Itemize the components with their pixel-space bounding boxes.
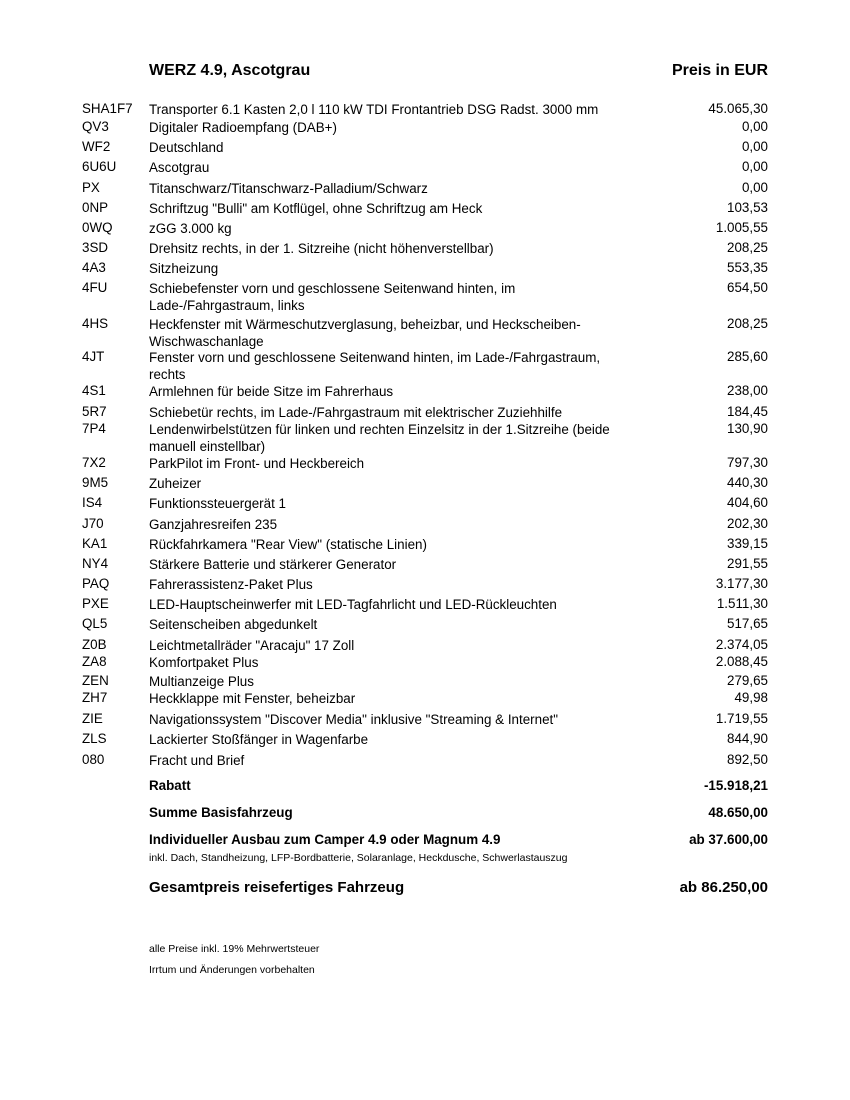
item-code: J70	[82, 516, 104, 531]
item-price: 654,50	[727, 280, 768, 295]
item-description: Deutschland	[149, 140, 224, 155]
item-price: 49,98	[734, 690, 768, 705]
item-price: 2.088,45	[715, 654, 768, 669]
item-description: Drehsitz rechts, in der 1. Sitzreihe (nicht höhenverstellbar)	[149, 241, 494, 256]
item-code: PX	[82, 180, 100, 195]
item-price: 238,00	[727, 383, 768, 398]
grand-total-value: ab 86.250,00	[679, 879, 768, 896]
item-code: ZIE	[82, 711, 103, 726]
item-price: 892,50	[727, 752, 768, 767]
item-price: 553,35	[727, 260, 768, 275]
item-code: 9M5	[82, 475, 109, 490]
item-code: Z0B	[82, 637, 107, 652]
item-price: 0,00	[741, 159, 768, 174]
item-code: KA1	[82, 536, 108, 551]
item-code: QL5	[82, 616, 108, 631]
item-description: Fahrerassistenz-Paket Plus	[149, 577, 313, 592]
item-description: Ganzjahresreifen 235	[149, 517, 278, 532]
item-price: 202,30	[727, 516, 768, 531]
item-price: 208,25	[727, 316, 768, 331]
item-description: Sitzheizung	[149, 261, 219, 276]
item-price: 0,00	[741, 180, 768, 195]
item-price: 1.719,55	[715, 711, 768, 726]
item-price: 404,60	[727, 495, 768, 510]
grand-total-label: Gesamtpreis reisefertiges Fahrzeug	[149, 879, 405, 896]
item-price: 1.511,30	[716, 596, 768, 611]
item-description: Zuheizer	[149, 476, 202, 491]
item-description: Fracht und Brief	[149, 753, 245, 768]
item-price: 184,45	[727, 404, 768, 419]
item-code: ZH7	[82, 690, 108, 705]
item-code: QV3	[82, 119, 109, 134]
item-description: Lendenwirbelstützen für linken und rechten Einzelsitz in der 1.Sitzreihe (beide manuell einstellbar)	[149, 422, 610, 454]
item-code: 7P4	[82, 421, 106, 436]
item-description: ParkPilot im Front- und Heckbereich	[149, 456, 365, 471]
base-vehicle-total-value: 48.650,00	[708, 805, 768, 820]
disclaimer-note: Irrtum und Änderungen vorbehalten	[149, 964, 315, 976]
item-price: 285,60	[727, 349, 768, 364]
item-description: Seitenscheiben abgedunkelt	[149, 617, 318, 632]
item-description: Digitaler Radioempfang (DAB+)	[149, 120, 337, 135]
item-description: Multianzeige Plus	[149, 674, 254, 689]
item-description: Fenster vorn und geschlossene Seitenwand hinten, im Lade-/Fahrgastraum, rechts	[149, 350, 601, 382]
item-code: 0NP	[82, 200, 109, 215]
item-price: 1.005,55	[715, 220, 768, 235]
item-price: 3.177,30	[715, 576, 768, 591]
item-description: Lackierter Stoßfänger in Wagenfarbe	[149, 732, 369, 747]
item-code: ZLS	[82, 731, 107, 746]
item-description: Leichtmetallräder "Aracaju" 17 Zoll	[149, 638, 355, 653]
discount-label: Rabatt	[149, 778, 191, 793]
camper-conversion-value: ab 37.600,00	[689, 832, 768, 847]
item-code: 4JT	[82, 349, 105, 364]
item-code: 3SD	[82, 240, 109, 255]
item-price: 797,30	[727, 455, 768, 470]
item-code: ZA8	[82, 654, 107, 669]
item-description: Navigationssystem "Discover Media" inklusive "Streaming & Internet"	[149, 712, 558, 727]
base-vehicle-total-label: Summe Basisfahrzeug	[149, 805, 293, 820]
item-code: 4A3	[82, 260, 106, 275]
item-price: 339,15	[727, 536, 768, 551]
item-price: 279,65	[727, 673, 768, 688]
item-code: 7X2	[82, 455, 106, 470]
item-description: Schiebefenster vorn und geschlossene Seitenwand hinten, im Lade-/Fahrgastraum, links	[149, 281, 516, 313]
item-price: 440,30	[727, 475, 768, 490]
item-price: 208,25	[727, 240, 768, 255]
item-code: PAQ	[82, 576, 110, 591]
price-column-header: Preis in EUR	[671, 62, 768, 79]
document-title: WERZ 4.9, Ascotgrau	[149, 62, 311, 79]
item-description: Schiebetür rechts, im Lade-/Fahrgastraum mit elektrischer Zuziehhilfe	[149, 405, 563, 420]
item-description: Armlehnen für beide Sitze im Fahrerhaus	[149, 384, 394, 399]
discount-value: -15.918,21	[703, 778, 768, 793]
item-code: WF2	[82, 139, 111, 154]
item-code: 080	[82, 752, 105, 767]
item-description: Titanschwarz/Titanschwarz-Palladium/Schwarz	[149, 181, 428, 196]
item-price: 130,90	[727, 421, 768, 436]
item-description: LED-Hauptscheinwerfer mit LED-Tagfahrlicht und LED-Rückleuchten	[149, 597, 557, 612]
item-description: Heckklappe mit Fenster, beheizbar	[149, 691, 356, 706]
item-price: 291,55	[727, 556, 768, 571]
item-code: 4FU	[82, 280, 108, 295]
camper-conversion-label: Individueller Ausbau zum Camper 4.9 oder Magnum 4.9	[149, 832, 501, 847]
item-code: IS4	[82, 495, 103, 510]
item-code: ZEN	[82, 673, 109, 688]
item-price: 2.374,05	[715, 637, 768, 652]
item-code: 5R7	[82, 404, 107, 419]
item-code: 6U6U	[82, 159, 117, 174]
item-code: PXE	[82, 596, 109, 611]
item-description: Stärkere Batterie und stärkerer Generator	[149, 557, 397, 572]
item-price: 844,90	[727, 731, 768, 746]
item-description: Rückfahrkamera "Rear View" (statische Linien)	[149, 537, 427, 552]
vat-note: alle Preise inkl. 19% Mehrwertsteuer	[149, 943, 320, 955]
item-description: zGG 3.000 kg	[149, 221, 232, 236]
item-description: Funktionssteuergerät 1	[149, 496, 286, 511]
item-code: NY4	[82, 556, 109, 571]
item-price: 517,65	[727, 616, 768, 631]
item-description: Komfortpaket Plus	[149, 655, 259, 670]
item-price: 45.065,30	[708, 101, 768, 116]
item-price: 103,53	[727, 200, 768, 215]
item-description: Schriftzug "Bulli" am Kotflügel, ohne Schriftzug am Heck	[149, 201, 483, 216]
item-code: 0WQ	[82, 220, 113, 235]
item-code: 4S1	[82, 383, 106, 398]
item-description: Transporter 6.1 Kasten 2,0 l 110 kW TDI Frontantrieb DSG Radst. 3000 mm	[149, 102, 599, 117]
item-code: 4HS	[82, 316, 109, 331]
item-code: SHA1F7	[82, 101, 133, 116]
item-price: 0,00	[741, 119, 768, 134]
item-description: Heckfenster mit Wärmeschutzverglasung, beheizbar, und Heckscheiben-Wischwaschanlage	[149, 317, 581, 349]
item-price: 0,00	[741, 139, 768, 154]
camper-conversion-note: inkl. Dach, Standheizung, LFP-Bordbatterie, Solaranlage, Heckdusche, Schwerlastauszug	[149, 852, 568, 864]
item-description: Ascotgrau	[149, 160, 210, 175]
